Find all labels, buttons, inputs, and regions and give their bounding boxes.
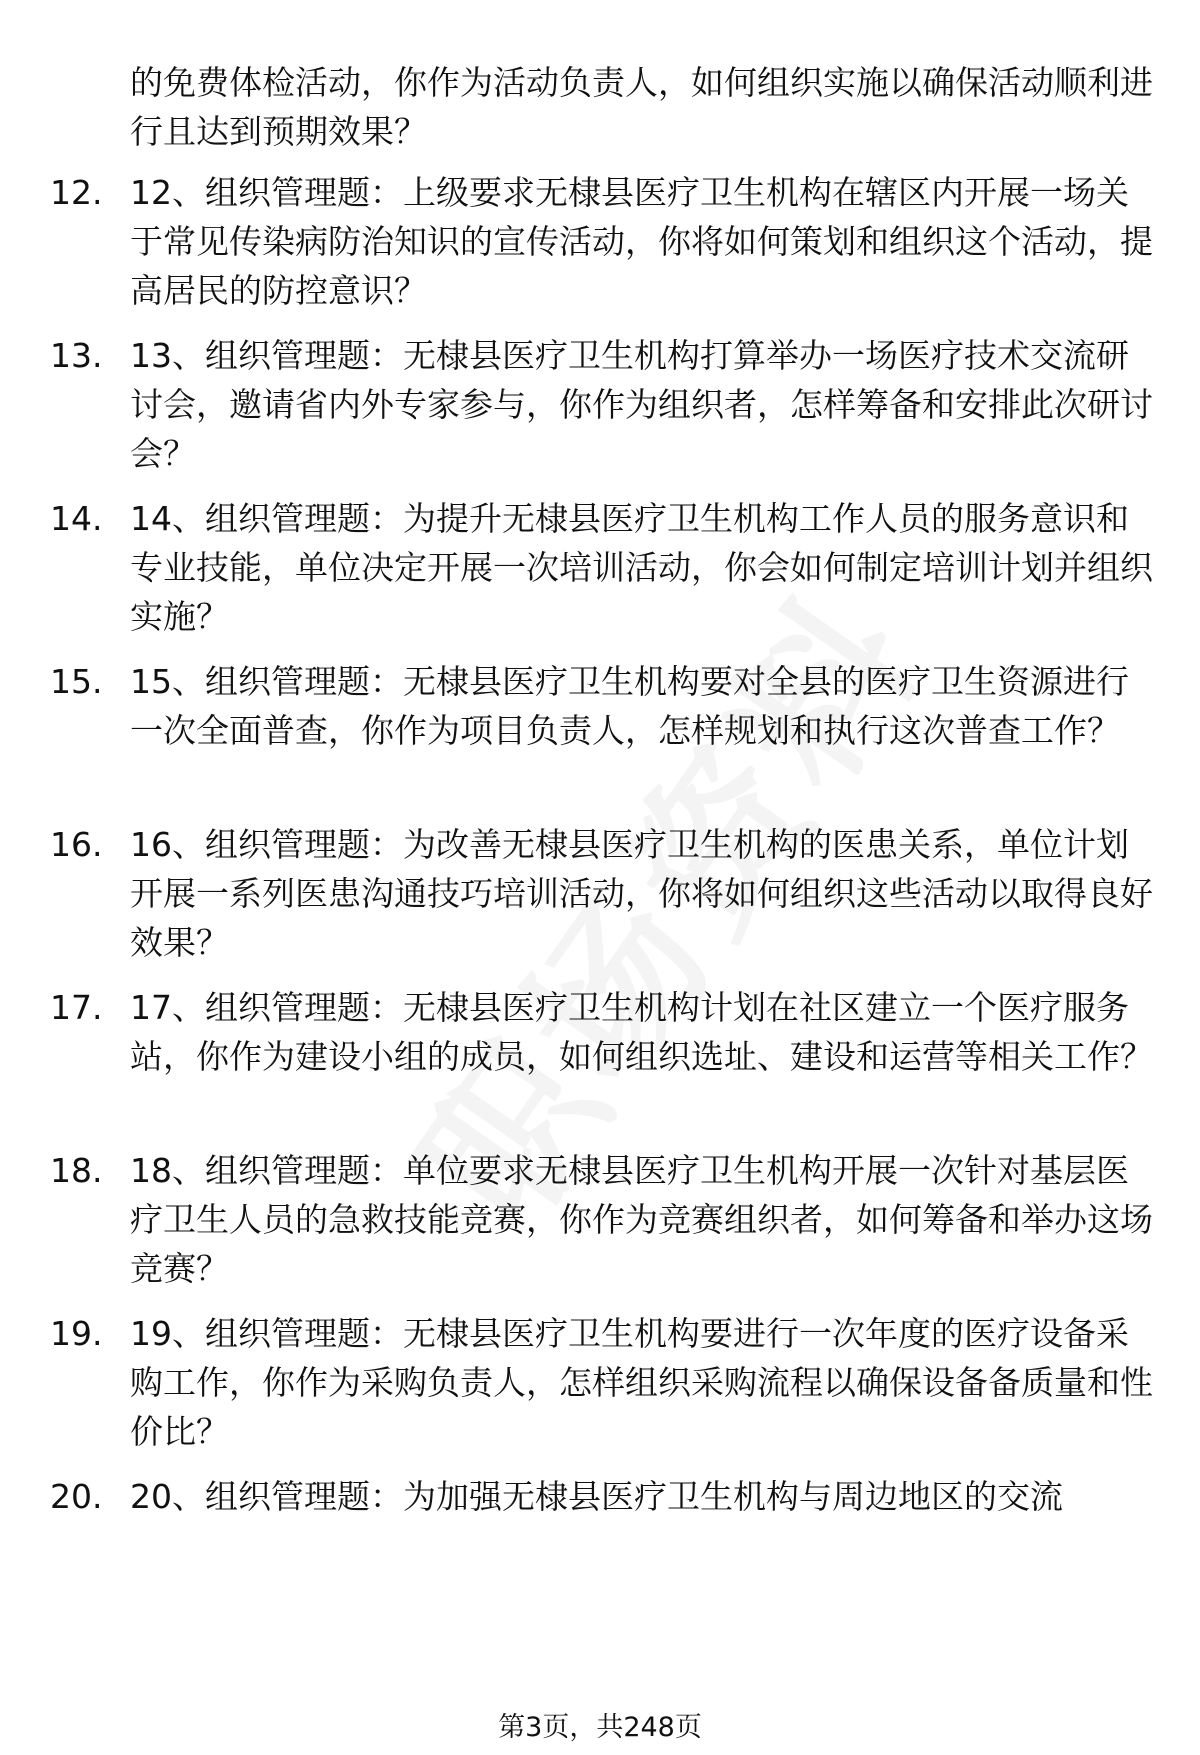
question-number: 14. <box>50 499 103 538</box>
question-text: 15、组织管理题：无棣县医疗卫生机构要对全县的医疗卫生资源进行一次全面普查，你作为项目负责人，怎样规划和执行这次普查工作？ <box>130 662 1129 750</box>
question-number: 17. <box>50 988 103 1027</box>
question-text: 18、组织管理题：单位要求无棣县医疗卫生机构开展一次针对基层医疗卫生人员的急救技能竞赛，你作为竞赛组织者，如何筹备和举办这场竞赛？ <box>130 1151 1153 1288</box>
question-number: 12. <box>50 173 103 212</box>
question-number: 20. <box>50 1477 103 1516</box>
page-footer: 第3页，共248页 <box>498 1712 702 1743</box>
question-number: 13. <box>50 336 103 375</box>
question-number: 16. <box>50 825 103 864</box>
question-text: 14、组织管理题：为提升无棣县医疗卫生机构工作人员的服务意识和专业技能，单位决定开展一次培训活动，你会如何制定培训计划并组织实施？ <box>130 499 1153 636</box>
question-number: 15. <box>50 662 103 701</box>
question-number: 19. <box>50 1314 103 1353</box>
question-text: 13、组织管理题：无棣县医疗卫生机构打算举办一场医疗技术交流研讨会，邀请省内外专家参与，你作为组织者，怎样筹备和安排此次研讨会？ <box>130 336 1153 473</box>
question-text: 19、组织管理题：无棣县医疗卫生机构要进行一次年度的医疗设备采购工作，你作为采购负责人，怎样组织采购流程以确保设备备质量和性价比？ <box>130 1314 1153 1451</box>
question-text: 16、组织管理题：为改善无棣县医疗卫生机构的医患关系，单位计划开展一系列医患沟通技巧培训活动，你将如何组织这些活动以取得良好效果？ <box>130 825 1153 962</box>
question-text: 20、组织管理题：为加强无棣县医疗卫生机构与周边地区的交流 <box>130 1477 1063 1516</box>
question-text: 17、组织管理题：无棣县医疗卫生机构计划在社区建立一个医疗服务站，你作为建设小组的成员，如何组织选址、建设和运营等相关工作？ <box>130 988 1153 1076</box>
question-number: 18. <box>50 1151 103 1190</box>
question-text: 12、组织管理题：上级要求无棣县医疗卫生机构在辖区内开展一场关于常见传染病防治知识的宣传活动，你将如何策划和组织这个活动，提高居民的防控意识？ <box>130 173 1153 310</box>
continuation-paragraph: 的免费体检活动，你作为活动负责人，如何组织实施以确保活动顺利进行且达到预期效果？ <box>130 63 1153 151</box>
